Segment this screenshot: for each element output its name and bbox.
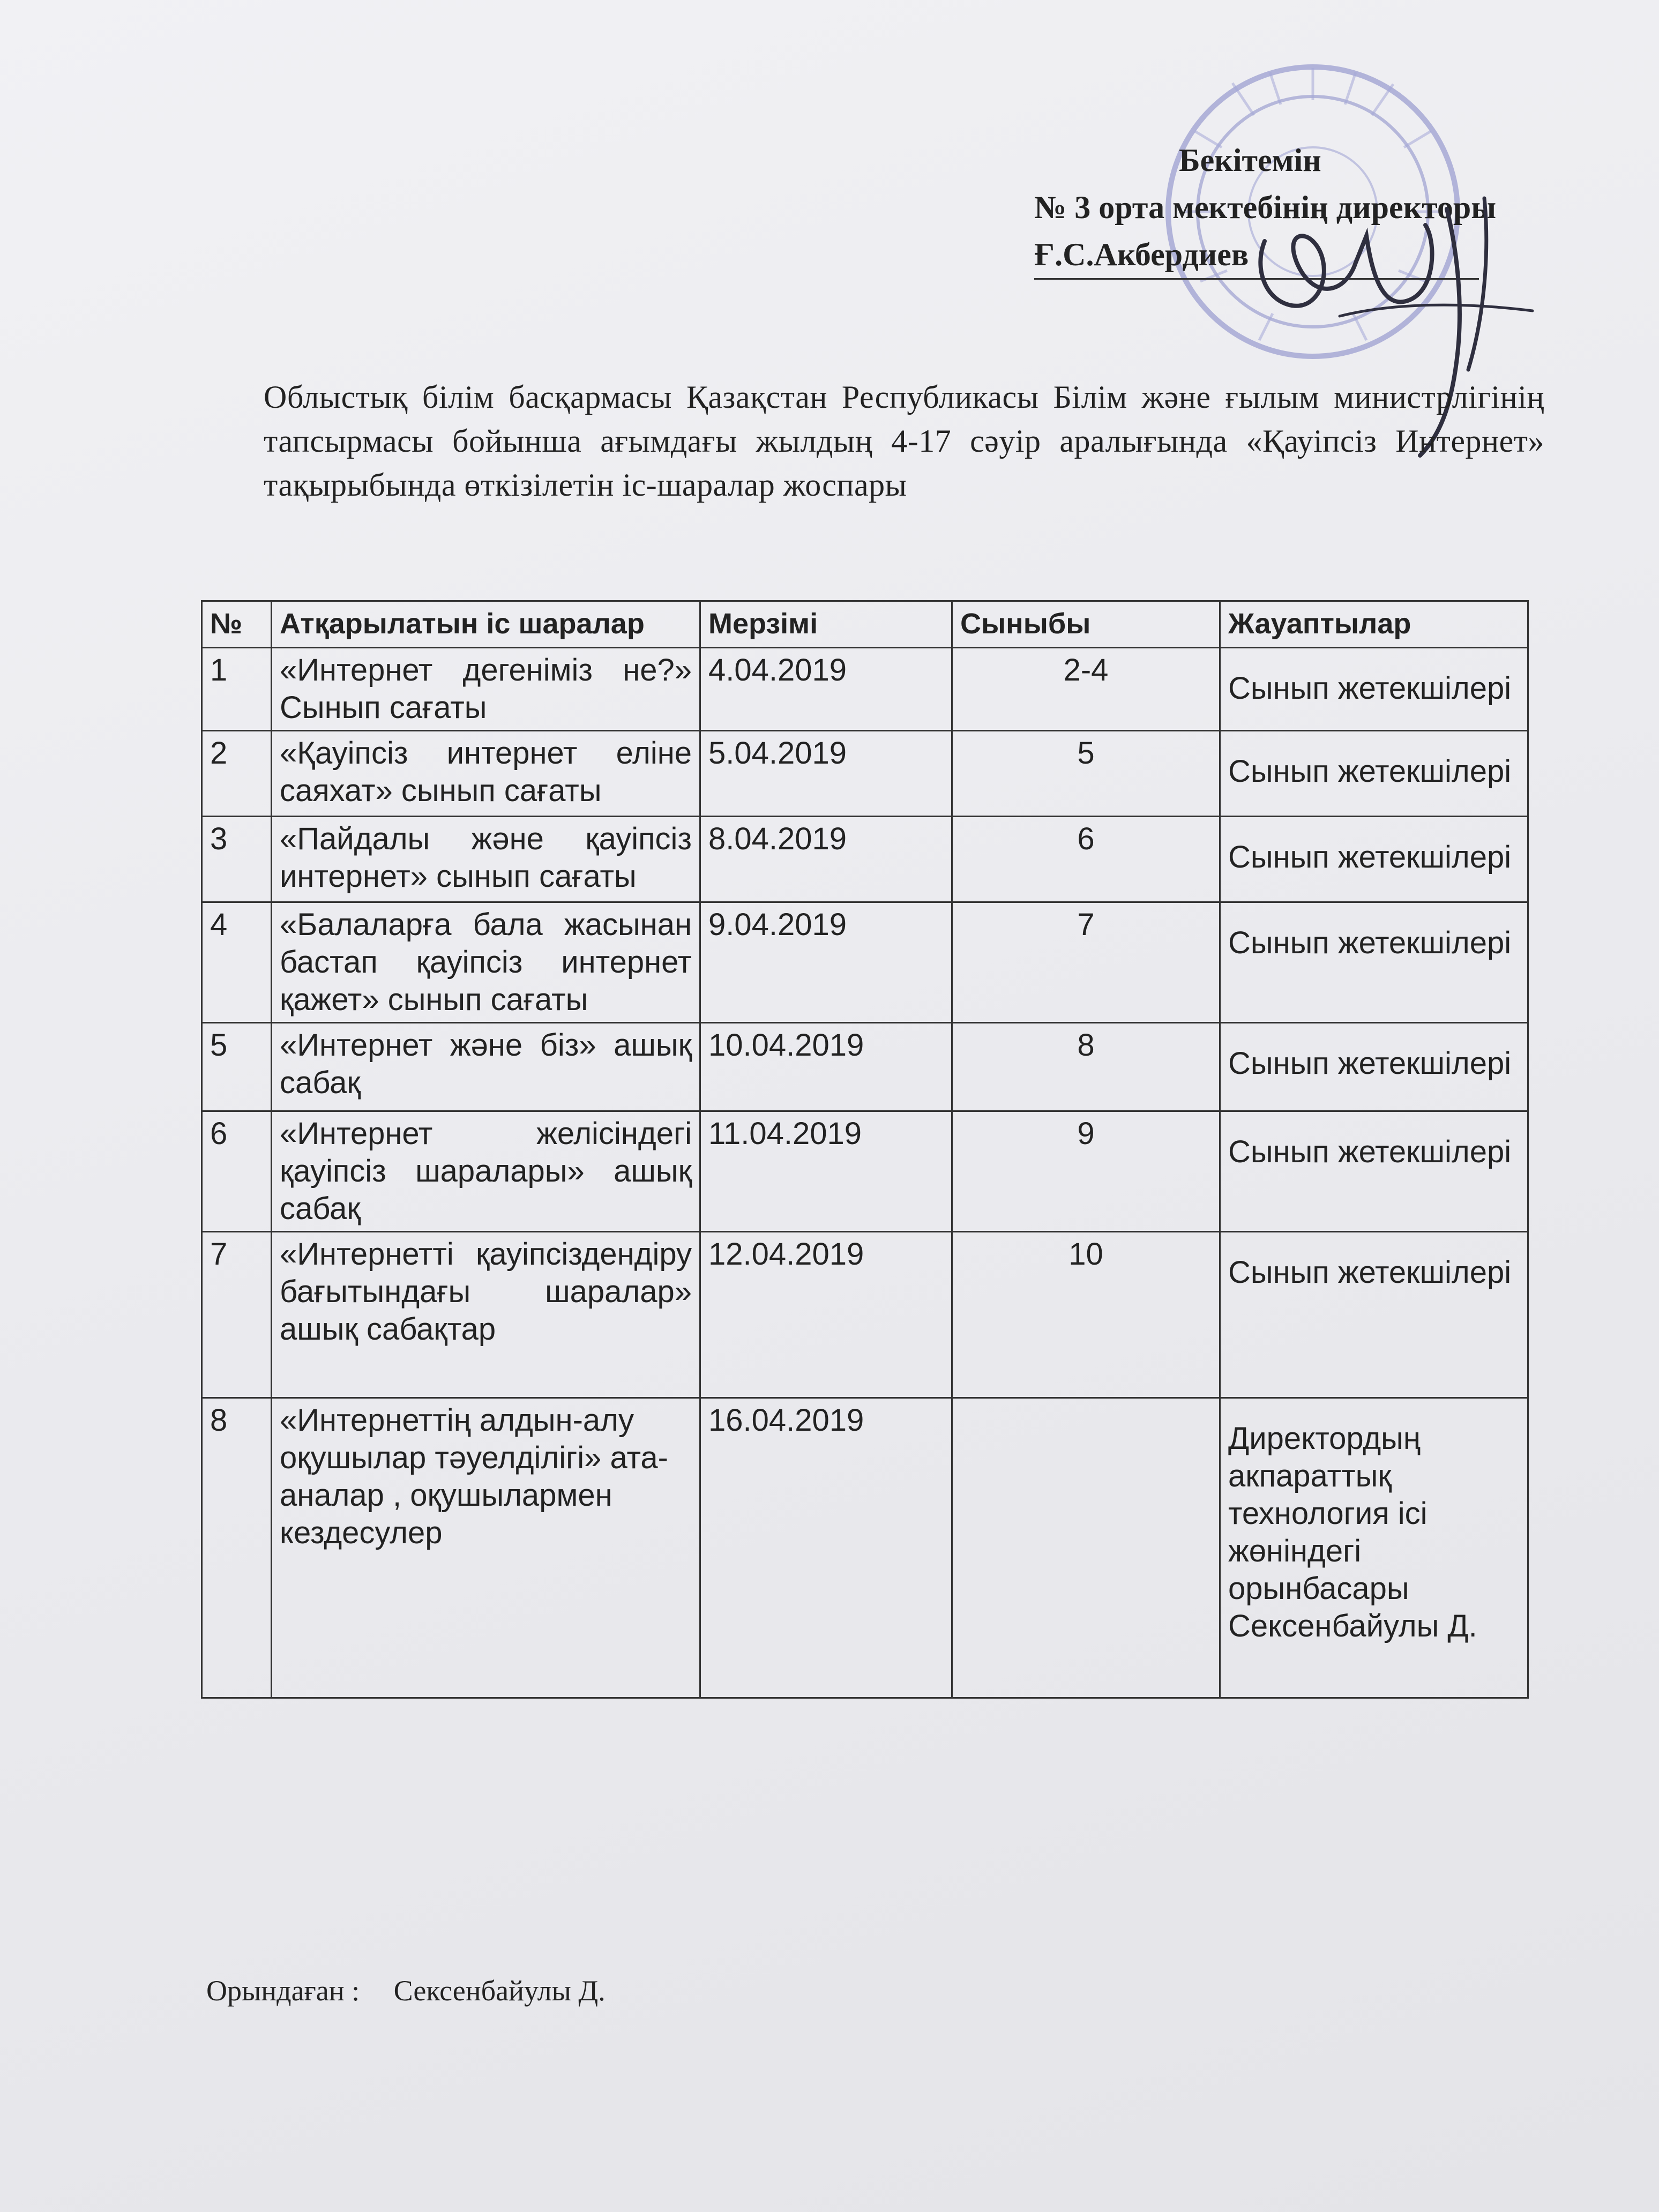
row-event: «Пайдалы және қауіпсіз интернет» сынып сағаты xyxy=(272,817,700,902)
table-row xyxy=(202,1023,1528,1111)
table-row xyxy=(202,1232,1528,1398)
table-row xyxy=(202,1111,1528,1232)
table-row xyxy=(202,731,1528,817)
row-responsible: Сынып жетекшілері xyxy=(1220,648,1528,731)
row-number: 8 xyxy=(202,1398,272,1698)
performed-by xyxy=(206,1972,632,2009)
row-event: «Интернет дегеніміз не?» Сынып сағаты xyxy=(272,648,700,731)
header-event: Атқарылатын іс шаралар xyxy=(272,601,700,648)
table-header-row xyxy=(202,601,1528,648)
approval-title: Бекітемін xyxy=(1179,143,1321,178)
approval-position: № 3 орта мектебінің директоры xyxy=(1034,190,1497,225)
header-date: Мерзімі xyxy=(700,601,952,648)
row-date: 10.04.2019 xyxy=(700,1023,952,1111)
row-responsible: Сынып жетекшілері xyxy=(1220,1111,1528,1232)
row-responsible: Сынып жетекшілері xyxy=(1220,1232,1528,1398)
row-number: 1 xyxy=(202,648,272,731)
plan-heading: Облыстық білім басқармасы Қазақстан Республикасы Білім және ғылым министрлігінің тапсырмасы бойынша ағымдағы жылдың 4-17 сәуір аралығында «Қауіпсіз Интернет» тақырыбында өткізілетін іс-шаралар жоспары xyxy=(264,379,1544,503)
table-row xyxy=(202,902,1528,1023)
row-date: 9.04.2019 xyxy=(700,902,952,1023)
row-responsible: Сынып жетекшілері xyxy=(1220,731,1528,817)
row-event: «Интернет желісіндегі қауіпсіз шаралары» ашық сабақ xyxy=(272,1111,700,1232)
row-grade: 7 xyxy=(952,902,1220,1023)
row-date: 4.04.2019 xyxy=(700,648,952,731)
header-grade: Сыныбы xyxy=(952,601,1220,648)
row-grade: 2-4 xyxy=(952,648,1220,731)
performed-by-label: Орындаған : xyxy=(206,1975,360,2007)
plan-table xyxy=(201,600,1529,1699)
row-event: «Интернеттің алдын-алу оқушылар тәуелділігі» ата-аналар , оқушылармен кездесулер xyxy=(272,1398,700,1698)
row-event: «Интернетті қауіпсіздендіру бағытындағы шаралар» ашық сабақтар xyxy=(272,1232,700,1398)
row-date: 11.04.2019 xyxy=(700,1111,952,1232)
row-event: «Балаларға бала жасынан бастап қауіпсіз интернет қажет» сынып сағаты xyxy=(272,902,700,1023)
row-responsible: Директордың акпараттық технология ісі жөніндегі орынбасары Сексенбайулы Д. xyxy=(1220,1398,1528,1698)
row-date: 8.04.2019 xyxy=(700,817,952,902)
row-event: «Қауіпсіз интернет еліне саяхат» сынып сағаты xyxy=(272,731,700,817)
table-row xyxy=(202,648,1528,731)
row-grade: 9 xyxy=(952,1111,1220,1232)
row-number: 7 xyxy=(202,1232,272,1398)
row-number: 5 xyxy=(202,1023,272,1111)
row-date: 5.04.2019 xyxy=(700,731,952,817)
row-grade: 6 xyxy=(952,817,1220,902)
row-responsible: Сынып жетекшілері xyxy=(1220,1023,1528,1111)
table-row xyxy=(202,1398,1528,1698)
row-date: 12.04.2019 xyxy=(700,1232,952,1398)
row-number: 3 xyxy=(202,817,272,902)
row-grade: 5 xyxy=(952,731,1220,817)
row-grade xyxy=(952,1398,1220,1698)
row-date: 16.04.2019 xyxy=(700,1398,952,1698)
row-event: «Интернет және біз» ашық сабақ xyxy=(272,1023,700,1111)
row-responsible: Сынып жетекшілері xyxy=(1220,817,1528,902)
row-grade: 10 xyxy=(952,1232,1220,1398)
row-responsible: Сынып жетекшілері xyxy=(1220,902,1528,1023)
performed-by-name: Сексенбайулы Д. xyxy=(393,1975,606,2007)
row-grade: 8 xyxy=(952,1023,1220,1111)
row-number: 4 xyxy=(202,902,272,1023)
row-number: 2 xyxy=(202,731,272,817)
header-number: № xyxy=(202,601,272,648)
approval-name: Ғ.С.Акбердиев xyxy=(1034,231,1479,280)
row-number: 6 xyxy=(202,1111,272,1232)
table-row xyxy=(202,817,1528,902)
header-responsible: Жауаптылар xyxy=(1220,601,1528,648)
